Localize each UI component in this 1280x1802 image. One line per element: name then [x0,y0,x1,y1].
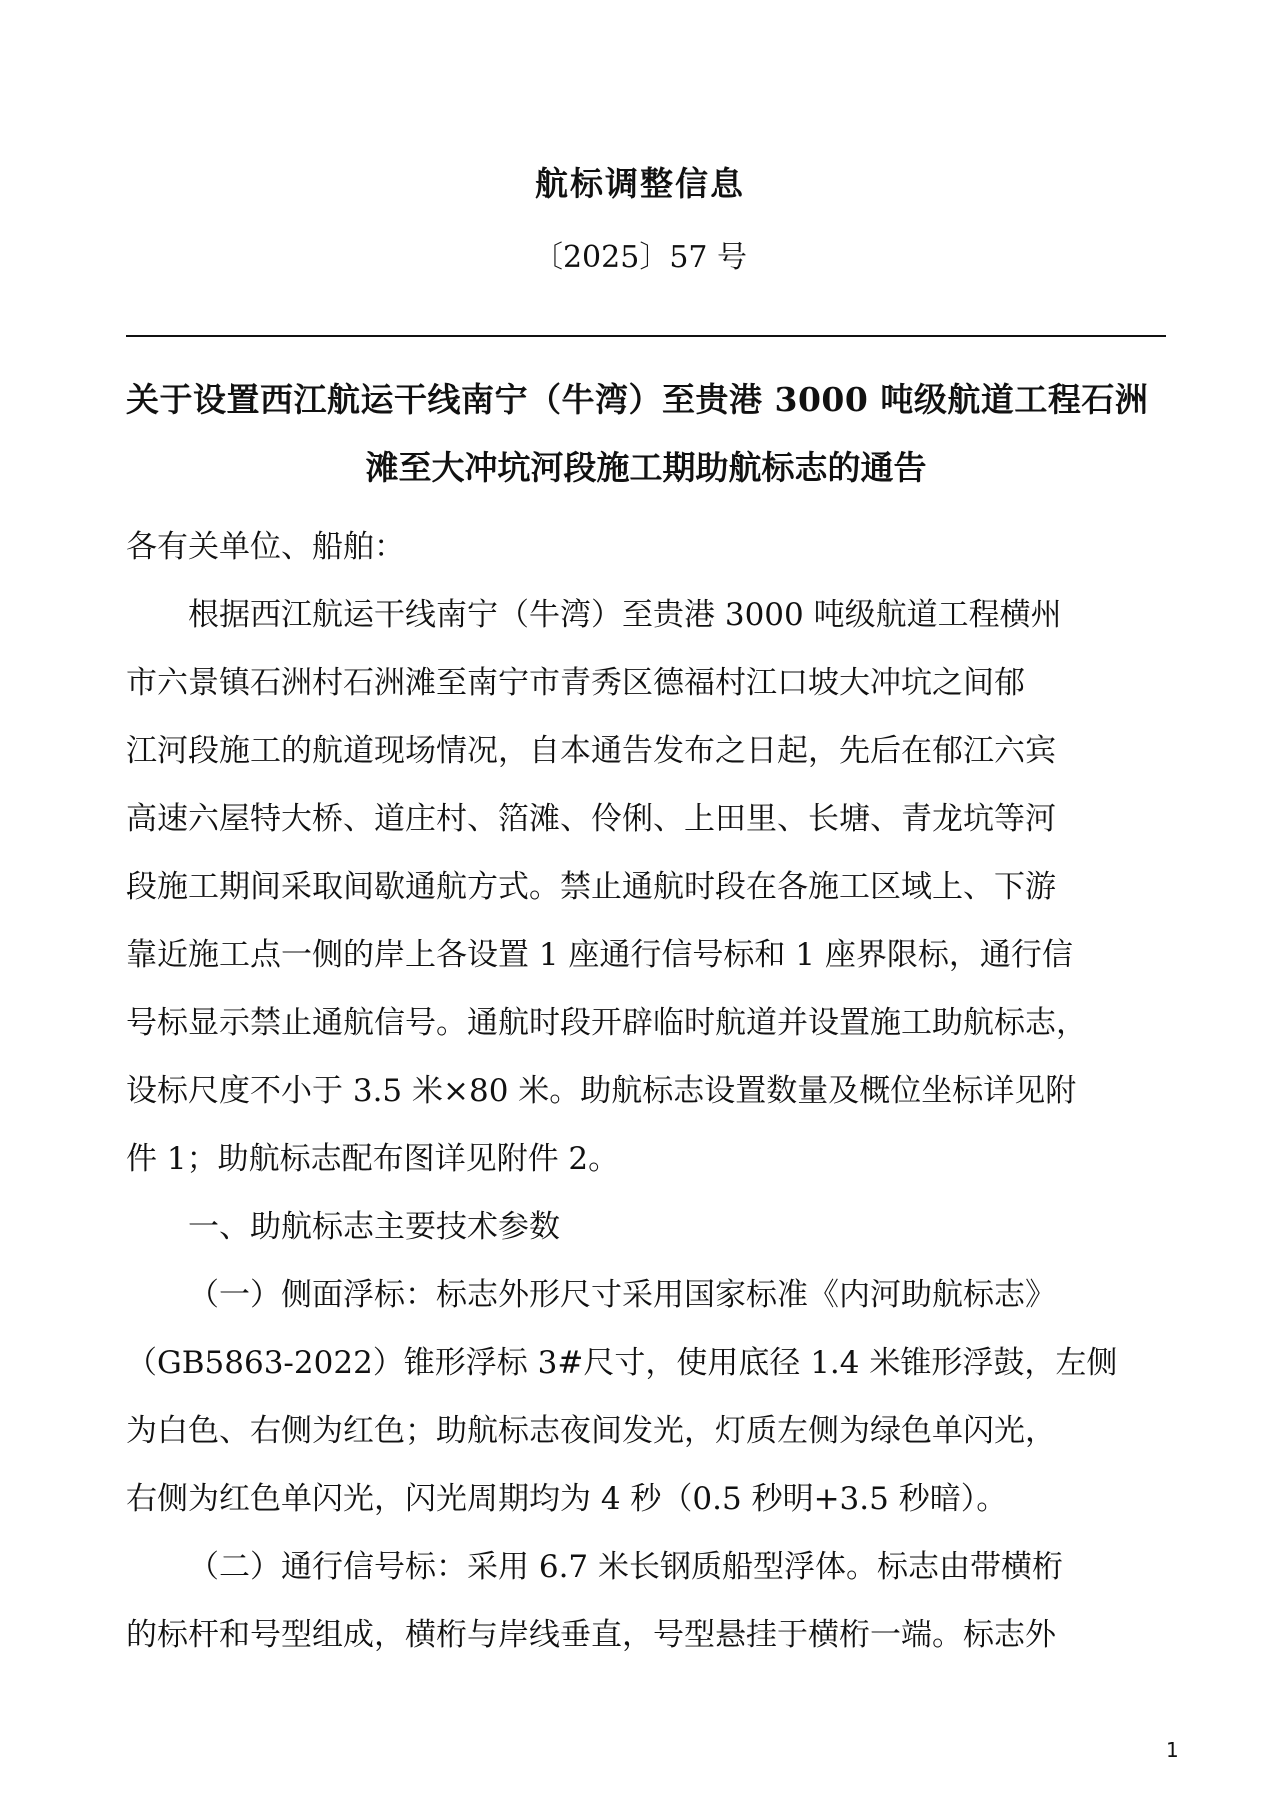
paragraph-line: 设标尺度不小于 3.5 米×80 米。助航标志设置数量及概位坐标详见附 [126,1073,1077,1109]
paragraph-line: 件 1；助航标志配布图详见附件 2。 [126,1141,620,1177]
salutation: 各有关单位、船舶： [126,529,405,565]
paragraph-line: （一）侧面浮标：标志外形尺寸采用国家标准《内河助航标志》 [188,1277,1056,1313]
paragraph-line: （二）通行信号标：采用 6.7 米长钢质船型浮体。标志由带横桁 [188,1549,1064,1585]
header-divider [126,335,1166,337]
paragraph-line: （GB5863-2022）锥形浮标 3#尺寸，使用底径 1.4 米锥形浮鼓，左侧 [126,1345,1118,1381]
paragraph-line: 段施工期间采取间歇通航方式。禁止通航时段在各施工区域上、下游 [126,869,1056,905]
header-title: 航标调整信息 [535,164,745,203]
paragraph-line: 市六景镇石洲村石洲滩至南宁市青秀区德福村江口坡大冲坑之间郁 [126,665,1025,701]
paragraph-line: 江河段施工的航道现场情况，自本通告发布之日起，先后在郁江六宾 [126,733,1056,769]
document-number: 〔2025〕57 号 [532,240,748,275]
paragraph-line: 靠近施工点一侧的岸上各设置 1 座通行信号标和 1 座界限标，通行信 [126,937,1073,973]
paragraph-line: 高速六屋特大桥、道庄村、箔滩、伶俐、上田里、长塘、青龙坑等河 [126,801,1056,837]
section-heading: 一、助航标志主要技术参数 [188,1209,560,1245]
notice-title [126,366,1166,502]
paragraph-line: 右侧为红色单闪光，闪光周期均为 4 秒（0.5 秒明+3.5 秒暗）。 [126,1481,1008,1517]
paragraph-line: 的标杆和号型组成，横桁与岸线垂直，号型悬挂于横桁一端。标志外 [126,1617,1056,1653]
page-number: 1 [1166,1738,1179,1762]
paragraph-line: 号标显示禁止通航信号。通航时段开辟临时航道并设置施工助航标志， [126,1005,1087,1041]
notice-title-line-2: 滩至大冲坑河段施工期助航标志的通告 [365,448,927,487]
notice-body [126,513,1166,1669]
notice-title-line-1: 关于设置西江航运干线南宁（牛湾）至贵港 3000 吨级航道工程石洲 [126,380,1149,419]
paragraph-line: 为白色、右侧为红色；助航标志夜间发光，灯质左侧为绿色单闪光， [126,1413,1056,1449]
paragraph-line: 根据西江航运干线南宁（牛湾）至贵港 3000 吨级航道工程横州 [188,597,1062,633]
